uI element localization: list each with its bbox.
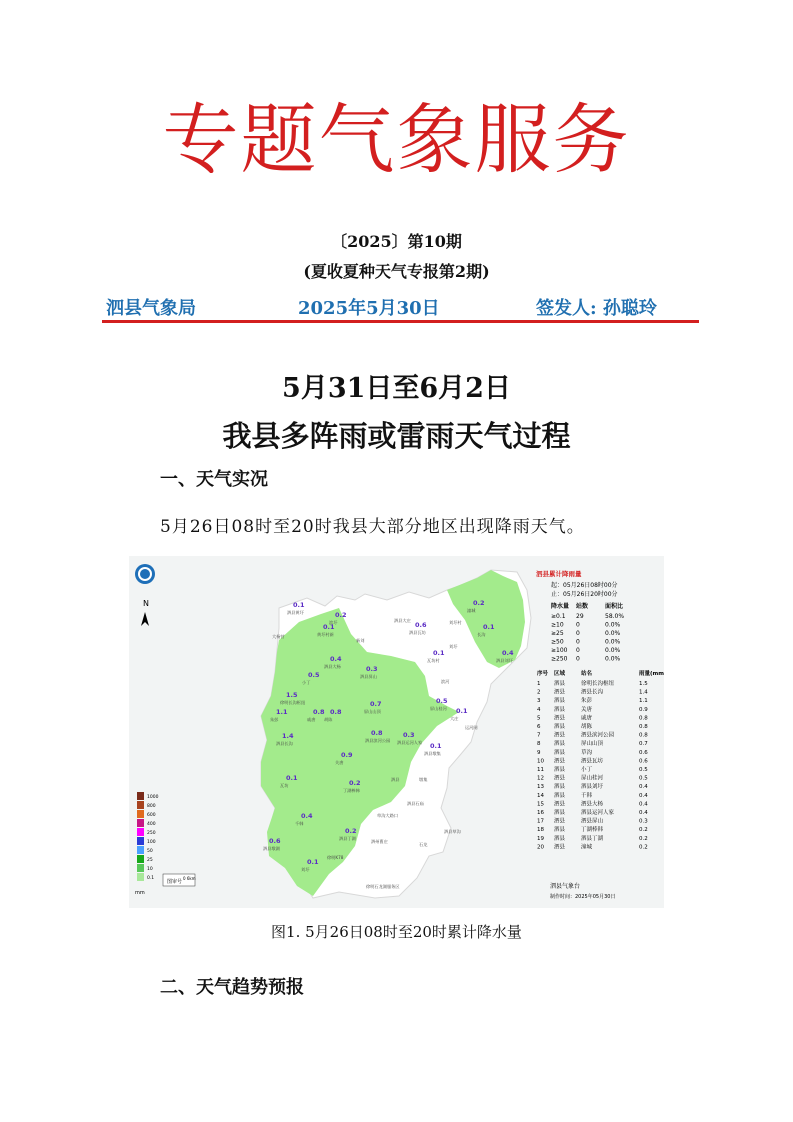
- rank-cell: 7: [537, 732, 541, 739]
- rank-cell: 2: [537, 689, 541, 696]
- legend-swatch: [137, 855, 144, 863]
- station-name: 草沟大路口: [377, 813, 398, 818]
- section-1-text: 5月26日08时至20时我县大部分地区出现降雨天气。: [160, 517, 585, 537]
- rank-cell: 屏山山顶: [581, 741, 604, 748]
- stats-cell: ≥100: [551, 647, 568, 654]
- rank-cell: 18: [537, 827, 544, 834]
- rank-cell: 8: [537, 741, 541, 748]
- station-name: 泗县长沟: [276, 741, 293, 746]
- station-name: 泗县黄圩: [287, 610, 304, 615]
- station-name: 屏山山顶: [364, 709, 381, 714]
- stats-cell: 0.0%: [605, 621, 621, 629]
- station-value: 1.4: [282, 732, 294, 740]
- station-value: 0.1: [323, 623, 335, 631]
- rank-cell: 0.8: [639, 724, 648, 730]
- station-value: 0.8: [313, 708, 325, 716]
- station-value: 0.1: [293, 601, 305, 609]
- rank-cell: 泗县瓦坊: [581, 758, 604, 765]
- stats-cell: 0: [576, 647, 580, 654]
- rank-cell: 0.5: [639, 767, 648, 773]
- rank-cell: 14: [537, 792, 544, 799]
- legend-swatch: [137, 846, 144, 854]
- station-name: 泗州曹庄: [371, 839, 388, 844]
- station-name: 刘圩: [449, 644, 458, 649]
- rank-cell: 泗县: [554, 724, 566, 730]
- station-name: 泗县大杨: [324, 664, 341, 669]
- legend-label: 800: [147, 804, 156, 809]
- rank-cell: 0.6: [639, 749, 648, 756]
- legend-label: 250: [147, 831, 156, 836]
- legend-label: 600: [147, 813, 156, 818]
- panel-title: 泗县累计降雨量: [536, 570, 582, 578]
- station-value: 0.8: [371, 729, 383, 737]
- rank-cell: 丁湖棒韩: [581, 827, 604, 834]
- rank-cell: 1: [537, 681, 541, 687]
- station-value: 0.1: [433, 649, 445, 657]
- station-name: 泗县: [391, 777, 400, 782]
- rank-header: 雨量(mm): [639, 671, 664, 677]
- station-name: 瓦坊: [280, 783, 289, 788]
- rank-cell: 0.2: [639, 827, 648, 834]
- station-name: 大杨营: [272, 634, 285, 639]
- station-value: 0.1: [483, 623, 495, 631]
- legend-unit: mm: [135, 890, 145, 896]
- station-name: 墩集: [419, 777, 428, 782]
- rank-cell: 泗县: [554, 835, 566, 842]
- legend-label: 100: [147, 840, 156, 845]
- stats-cell: 0.0%: [605, 630, 621, 637]
- station-value: 0.1: [307, 858, 319, 866]
- stats-cell: ≥50: [551, 638, 564, 646]
- legend-swatch: [137, 819, 144, 827]
- station-value: 0.1: [430, 742, 442, 750]
- rank-cell: 1.5: [639, 681, 648, 687]
- rank-cell: 泗县屏山: [581, 818, 604, 825]
- issue-date: 2025年5月30日: [298, 298, 440, 319]
- rank-header: 区域: [554, 671, 566, 677]
- station-name: 泗县滨河公园: [365, 738, 391, 743]
- station-value: 0.6: [415, 621, 427, 629]
- station-name: 石龙: [419, 842, 428, 847]
- rank-cell: 泗县: [554, 732, 566, 739]
- section-1-title: 一、天气实况: [160, 469, 268, 490]
- stats-cell: 0: [576, 655, 580, 663]
- station-name: 徐明K78: [327, 855, 344, 860]
- rank-cell: 0.4: [639, 784, 648, 791]
- headline-title: 我县多阵雨或雷雨天气过程: [222, 419, 571, 453]
- rank-cell: 6: [537, 724, 541, 730]
- station-name: 黄圩村新: [317, 632, 334, 637]
- station-value: 0.5: [308, 671, 320, 679]
- section-2-title: 二、天气趋势预报: [160, 977, 304, 998]
- stats-cell: 0.0%: [605, 638, 621, 646]
- stats-cell: ≥250: [551, 655, 568, 663]
- rank-cell: 16: [537, 810, 544, 816]
- stats-header: 面积比: [605, 603, 624, 610]
- issue-subtitle: (夏收夏种天气专报第2期): [303, 262, 490, 281]
- station-name: 泗县运河人家: [397, 740, 423, 745]
- station-name: 丁湖棒韩: [343, 788, 360, 793]
- rank-cell: 1.1: [639, 698, 648, 705]
- stats-cell: ≥0.1: [551, 613, 566, 620]
- rank-cell: 泗县大杨: [581, 801, 604, 808]
- banner-title: 专题气象服务: [162, 95, 631, 184]
- station-value: 1.5: [286, 691, 298, 699]
- station-value: 0.5: [436, 697, 448, 705]
- station-name: 滨圩: [329, 620, 338, 625]
- rank-cell: 0.6: [639, 758, 648, 765]
- station-name: 屏山桂河: [430, 706, 447, 711]
- station-name: 胡陈: [324, 717, 333, 722]
- rank-cell: 0.8: [639, 732, 648, 739]
- station-value: 0.6: [269, 837, 281, 845]
- station-value: 0.1: [456, 707, 468, 715]
- rank-cell: 胡陈: [581, 724, 593, 730]
- legend-label: 25: [147, 858, 153, 863]
- legend-label: 10: [147, 867, 153, 872]
- figure-caption: 图1. 5月26日08时至20时累计降水量: [271, 923, 522, 941]
- legend-swatch: [137, 828, 144, 836]
- legend-label: 400: [147, 822, 156, 827]
- rank-cell: 泗县: [554, 715, 566, 722]
- station-name: 泗县刘圩: [496, 658, 513, 663]
- rank-header: 站名: [581, 671, 593, 677]
- panel-end-time: 止：05月26日20时00分: [551, 591, 618, 598]
- stats-cell: 0: [576, 638, 580, 646]
- rank-cell: 泗县: [554, 784, 566, 791]
- rank-cell: 泗县: [554, 827, 566, 834]
- rank-cell: 0.9: [639, 706, 648, 713]
- rank-cell: 3: [537, 698, 541, 705]
- rank-cell: 泗县丁湖: [581, 835, 604, 842]
- north-label: N: [143, 599, 149, 608]
- rank-cell: 0.4: [639, 810, 648, 816]
- stats-cell: ≥10: [551, 621, 564, 629]
- legend-label: 1000: [147, 795, 159, 800]
- stats-cell: 0: [576, 630, 580, 637]
- stats-header: 降水量: [551, 603, 570, 610]
- station-name: 长沟: [477, 632, 486, 637]
- headline-date-range: 5月31日至6月2日: [282, 373, 511, 404]
- station-name: 关唐: [335, 760, 344, 765]
- rank-cell: 泗县: [554, 801, 566, 808]
- station-value: 0.2: [473, 599, 485, 607]
- station-name: 刘圩村: [449, 620, 462, 625]
- rank-cell: 19: [537, 835, 544, 842]
- rank-cell: 徐明长沟枢纽: [581, 681, 615, 687]
- stats-cell: 0.0%: [605, 647, 621, 654]
- signer: 签发人: 孙聪玲: [536, 298, 657, 319]
- scale-label: 图审号: [167, 879, 183, 885]
- stats-cell: 0.0%: [605, 655, 621, 663]
- scale-km: 0 6km: [183, 876, 196, 881]
- station-value: 0.4: [330, 655, 342, 663]
- legend-swatch: [137, 801, 144, 809]
- rank-cell: 泗县: [554, 810, 566, 816]
- station-name: 泗县大庄: [394, 618, 411, 623]
- rank-cell: 泗县: [554, 792, 566, 799]
- rank-cell: 泗县长沟: [581, 689, 604, 696]
- station-name: 滨河: [441, 679, 450, 684]
- rank-cell: 泗县: [554, 758, 566, 765]
- rank-cell: 泗县: [554, 689, 566, 696]
- rank-cell: 5: [537, 715, 541, 722]
- station-name: 泗县石庙: [407, 801, 424, 806]
- rank-cell: 泗县滨河公园: [581, 732, 615, 739]
- station-name: 运河闸: [465, 725, 478, 730]
- station-value: 0.3: [366, 665, 378, 673]
- station-value: 0.2: [349, 779, 361, 787]
- station-value: 0.4: [301, 812, 313, 820]
- stats-cell: 29: [576, 613, 584, 620]
- station-value: 0.2: [345, 827, 357, 835]
- stats-cell: 0: [576, 621, 580, 629]
- station-name: 新刘: [356, 638, 365, 643]
- rank-cell: 17: [537, 818, 544, 825]
- station-name: 泗县屏山: [360, 674, 377, 679]
- legend-swatch: [137, 792, 144, 800]
- legend-swatch: [137, 837, 144, 845]
- rank-cell: 0.8: [639, 715, 648, 722]
- panel-start-time: 起：05月26日08时00分: [551, 582, 618, 589]
- station-value: 0.8: [330, 708, 342, 716]
- issuing-org: 泗县气象局: [106, 298, 196, 319]
- rank-cell: 潼城: [581, 844, 593, 851]
- rank-cell: 0.7: [639, 741, 648, 748]
- panel-footer-time: 制作时间：2025年05月30日: [550, 894, 616, 900]
- legend-label: 50: [147, 849, 153, 854]
- stats-cell: ≥25: [551, 630, 564, 637]
- rank-cell: 泗县: [554, 818, 566, 825]
- rank-cell: 屏山桂河: [581, 775, 604, 782]
- legend-label: 0.1: [147, 876, 155, 881]
- station-value: 0.3: [403, 731, 415, 739]
- station-value: 0.9: [341, 751, 353, 759]
- station-name: 小丁: [302, 680, 311, 685]
- stats-cell: 58.0%: [605, 613, 625, 620]
- station-value: 1.1: [276, 708, 288, 716]
- station-name: 泗县丁湖: [339, 836, 356, 841]
- rainfall-map-figure: [129, 556, 664, 908]
- rank-cell: 泗县: [554, 681, 566, 687]
- legend-swatch: [137, 873, 144, 881]
- rank-cell: 泗县: [554, 775, 566, 782]
- station-name: 千韩: [295, 821, 304, 826]
- rank-cell: 草沟: [581, 749, 593, 756]
- rank-cell: 1.4: [639, 689, 648, 696]
- issue-number: 〔2025〕第10期: [331, 232, 462, 251]
- rank-cell: 朱彭: [581, 698, 593, 705]
- rank-header: 序号: [537, 671, 549, 677]
- rank-cell: 泗县: [554, 698, 566, 705]
- rank-cell: 0.2: [639, 835, 648, 842]
- station-value: 0.7: [370, 700, 382, 708]
- station-name: 泗县瓦坊: [409, 630, 426, 635]
- station-name: 刘圩: [301, 867, 310, 872]
- rank-cell: 泗县: [554, 749, 566, 756]
- station-value: 0.1: [286, 774, 298, 782]
- rank-cell: 11: [537, 767, 544, 773]
- rank-cell: 0.4: [639, 792, 648, 799]
- rank-cell: 戚唐: [581, 715, 593, 722]
- rank-cell: 泗县运河人家: [581, 810, 615, 816]
- rank-cell: 关唐: [581, 706, 593, 713]
- legend-swatch: [137, 864, 144, 872]
- station-value: 0.2: [335, 611, 347, 619]
- station-name: 徐明长沟枢纽: [280, 700, 306, 705]
- rank-cell: 泗县: [554, 767, 566, 773]
- stats-header: 站数: [576, 603, 589, 610]
- rank-cell: 0.2: [639, 844, 648, 851]
- station-name: 泗县墩湖: [263, 846, 280, 851]
- station-name: 瓦坊村: [427, 658, 440, 663]
- rank-cell: 4: [537, 706, 541, 713]
- panel-footer-org: 泗县气象台: [550, 883, 581, 890]
- rank-cell: 泗县: [554, 706, 566, 713]
- rank-cell: 千韩: [581, 792, 593, 799]
- rank-cell: 13: [537, 784, 544, 791]
- rank-cell: 20: [537, 844, 544, 851]
- station-name: 徐明石龙湖服务区: [366, 884, 400, 889]
- station-name: 朱彭: [270, 717, 279, 722]
- station-value: 0.4: [502, 649, 514, 657]
- station-name: 潼城: [467, 608, 476, 613]
- rank-cell: 泗县: [554, 741, 566, 748]
- rank-cell: 0.5: [639, 775, 648, 782]
- rank-cell: 9: [537, 749, 541, 756]
- rank-cell: 12: [537, 775, 544, 782]
- rank-cell: 泗县: [554, 844, 566, 851]
- station-name: 大庄: [450, 716, 459, 721]
- station-name: 泗县草沟: [444, 829, 461, 834]
- rank-cell: 10: [537, 758, 544, 765]
- station-name: 泗县墩集: [424, 751, 441, 756]
- rank-cell: 泗县刘圩: [581, 784, 604, 791]
- rank-cell: 0.3: [639, 818, 648, 825]
- header-divider: [102, 320, 699, 323]
- rank-cell: 15: [537, 801, 544, 808]
- rank-cell: 0.4: [639, 801, 648, 808]
- legend-swatch: [137, 810, 144, 818]
- rank-cell: 小丁: [581, 767, 593, 773]
- station-name: 戚唐: [307, 717, 316, 722]
